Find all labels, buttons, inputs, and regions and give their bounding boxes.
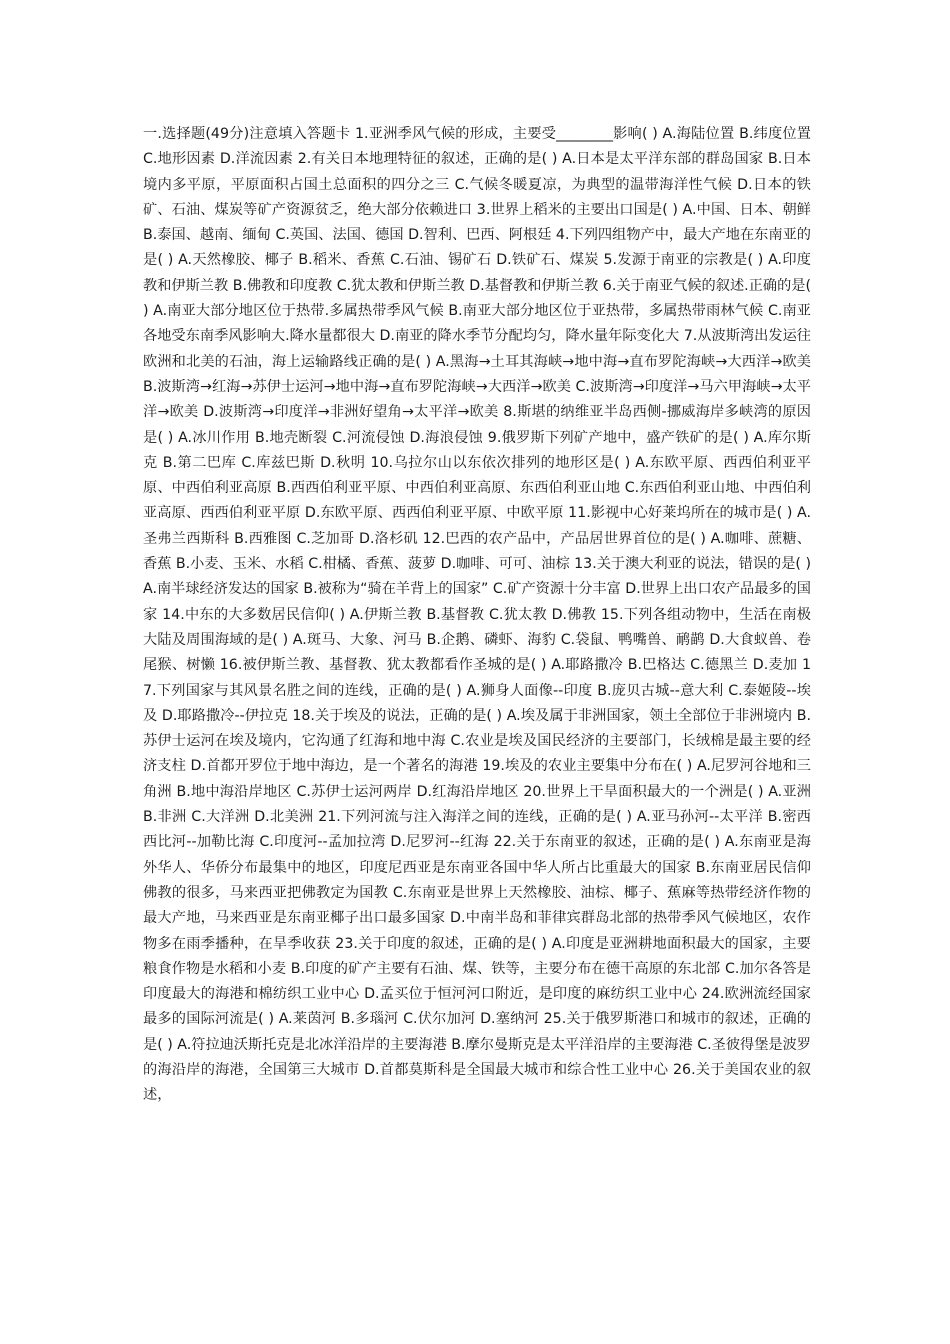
exam-questions-text: 一.选择题(49分)注意填入答题卡 1.亚洲季风气候的形成，主要受________影响( ) A.海陆位置 B.纬度位置 C.地形因素 D.洋流因素 2.有关日本地理特征的叙述，正确的是( ) A.日本是太平洋东部的群岛国家 B.日本境内多平原，平原面积占国土总面积的四分之三 C.气候冬暖夏凉，为典型的温带海洋性气候 D.日本的铁矿、石油、煤炭等矿产资源贫乏，绝大部分依赖进口 3.世界上稻米的主要出口国是( ) A.中国、日本、朝鲜 B.泰国、越南、缅甸 C.英国、法国、德国 D.智利、巴西、阿根廷 4.下列四组物产中，最大产地在东南亚的是( ) A.天然橡胶、椰子 B.稻米、香蕉 C.石油、锡矿石 D.铁矿石、煤炭 5.发源于南亚的宗教是( ) A.印度教和伊斯兰教 B.佛教和印度教 C.犹太教和伊斯兰教 D.基督教和伊斯兰教 6.关于南亚气候的叙述.正确的是( ) A.南亚大部分地区位于热带.多属热带季风气候 B.南亚大部分地区位于亚热带，多属热带雨林气候 C.南亚各地受东南季风影响大.降水量都很大 D.南亚的降水季节分配均匀，降水量年际变化大 7.从波斯湾出发运往欧洲和北美的石油，海上运输路线正确的是( ) A.黑海→土耳其海峡→地中海→直布罗陀海峡→大西洋→欧美 B.波斯湾→红海→苏伊士运河→地中海→直布罗陀海峡→大西洋→欧美 C.波斯湾→印度洋→马六甲海峡→太平洋→欧美 D.波斯湾→印度洋→非洲好望角→太平洋→欧美 8.斯堪的纳维亚半岛西侧-挪威海岸多峡湾的原因是( ) A.冰川作用 B.地壳断裂 C.河流侵蚀 D.海浪侵蚀 9.俄罗斯下列矿产地中，盛产铁矿的是( ) A.库尔斯克 B.第二巴库 C.库兹巴斯 D.秋明 10.乌拉尔山以东依次排列的地形区是( ) A.东欧平原、西西伯利亚平原、中西伯利亚高原 B.西西伯利亚平原、中西伯利亚高原、东西伯利亚山地 C.东西伯利亚山地、中西伯利亚高原、西西伯利亚平原 D.东欧平原、西西伯利亚平原、中欧平原 11.影视中心好莱坞所在的城市是( ) A.圣弗兰西斯科 B.西雅图 C.芝加哥 D.洛杉矶 12.巴西的农产品中，产品居世界首位的是( ) A.咖啡、蔗糖、香蕉 B.小麦、玉米、水稻 C.柑橘、香蕉、菠萝 D.咖啡、可可、油棕 13.关于澳大利亚的说法，错误的是( ) A.南半球经济发达的国家 B.被称为“骑在羊背上的国家” C.矿产资源十分丰富 D.世界上出口农产品最多的国家 14.中东的大多数居民信仰( ) A.伊斯兰教 B.基督教 C.犹太教 D.佛教 15.下列各组动物中，生活在南极大陆及周围海域的是( ) A.斑马、大象、河马 B.企鹅、磷虾、海豹 C.袋鼠、鸭嘴兽、鸸鹋 D.大食蚁兽、卷尾猴、树懒 16.被伊斯兰教、基督教、犹太教都看作圣城的是( ) A.耶路撒冷 B.巴格达 C.德黑兰 D.麦加 17.下列国家与其风景名胜之间的连线，正确的是( ) A.狮身人面像--印度 B.庞贝古城--意大利 C.泰姬陵--埃及 D.耶路撒冷--伊拉克 18.关于埃及的说法，正确的是( ) A.埃及属于非洲国家，领土全部位于非洲境内 B.苏伊士运河在埃及境内，它沟通了红海和地中海 C.农业是埃及国民经济的主要部门，长绒棉是最主要的经济支柱 D.首都开罗位于地中海边，是一个著名的海港 19.埃及的农业主要集中分布在( ) A.尼罗河谷地和三角洲 B.地中海沿岸地区 C.苏伊士运河两岸 D.红海沿岸地区 20.世界上干旱面积最大的一个洲是( ) A.亚洲 B.非洲 C.大洋洲 D.北美洲 21.下列河流与注入海洋之间的连线，正确的是( ) A.亚马孙河--太平洋 B.密西西比河--加勒比海 C.印度河--孟加拉湾 D.尼罗河--红海 22.关于东南亚的叙述，正确的是( ) A.东南亚是海外华人、华侨分布最集中的地区，印度尼西亚是东南亚各国中华人所占比重最大的国家 B.东南亚居民信仰佛教的很多，马来西亚把佛教定为国教 C.东南亚是世界上天然橡胶、油棕、椰子、蕉麻等热带经济作物的最大产地，马来西亚是东南亚椰子出口最多国家 D.中南半岛和菲律宾群岛北部的热带季风气候地区，农作物多在雨季播种，在旱季收获 23.关于印度的叙述，正确的是( ) A.印度是亚洲耕地面积最大的国家，主要粮食作物是水稻和小麦 B.印度的矿产主要有石油、煤、铁等，主要分布在德干高原的东北部 C.加尔各答是印度最大的海港和棉纺织工业中心 D.孟买位于恒河河口附近，是印度的麻纺织工业中心 24.欧洲流经国家最多的国际河流是( ) A.莱茵河 B.多瑙河 C.伏尔加河 D.塞纳河 25.关于俄罗斯港口和城市的叙述，正确的是( ) A.符拉迪沃斯托克是北冰洋沿岸的主要海港 B.摩尔曼斯克是太平洋沿岸的主要海港 C.圣彼得堡是波罗的海沿岸的海港，全国第三大城市 D.首都莫斯科是全国最大城市和综合性工业中心 26.关于美国农业的叙述， (143, 126, 811, 1104)
